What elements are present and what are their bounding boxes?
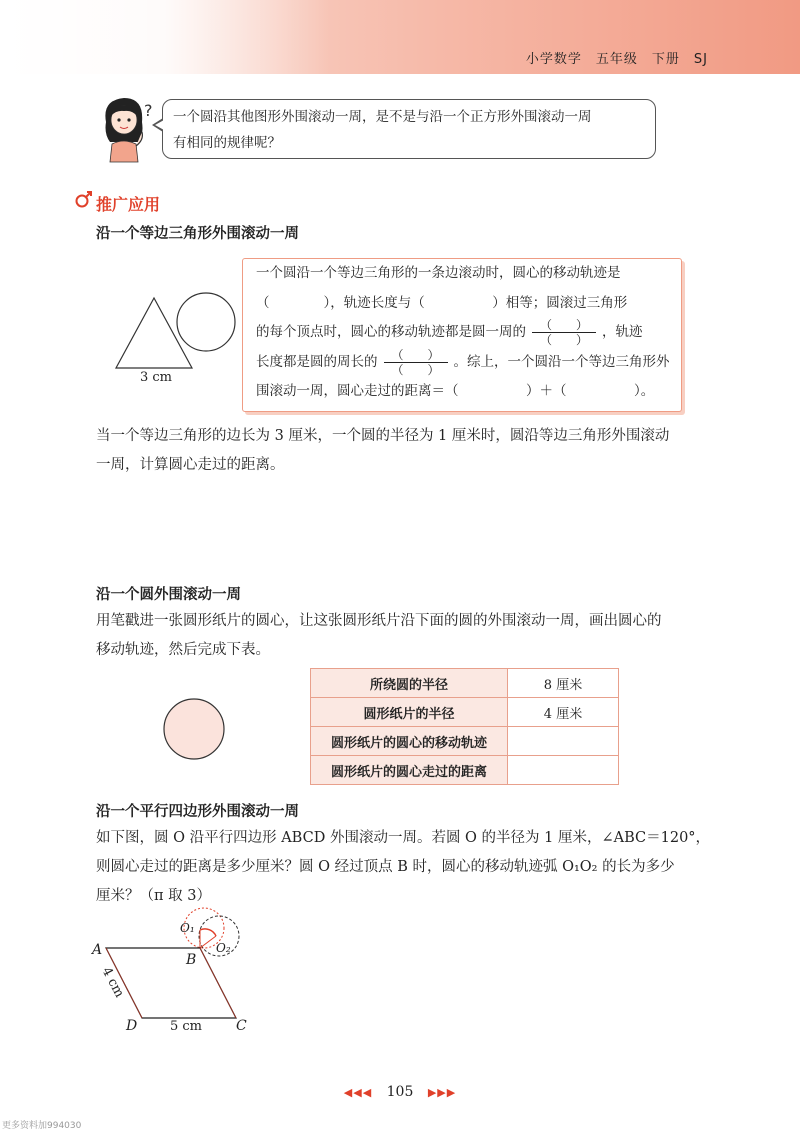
frame-line-4-tail: 。综上，一个圆沿一个等边三角形外 [453,353,670,370]
side-label-ad: 4 cm [98,964,127,1001]
bubble-line-2: 有相同的规律呢？ [173,135,281,151]
triangle-subtitle: 沿一个等边三角形外围滚动一周 [96,226,299,242]
table-row [311,727,619,756]
table-row [311,756,619,785]
frame-line-5: 围滚动一周，圆心走过的距离＝（ ）＋（ ）。 [256,383,655,399]
fraction-blank-2[interactable]: $\frac{( )}{( )}$ [384,348,448,377]
explanation-text [256,259,680,407]
bubble-line-1: 一个圆沿其他图形外围滚动一周，是不是与沿一个正方形外围滚动一周 [173,109,592,125]
frame-line-3 [256,318,680,348]
table-row [311,698,619,727]
page-footer [0,1084,800,1100]
table-value: 4 厘米 [508,698,619,727]
table-answer-cell[interactable] [508,727,619,756]
speech-bubble [162,99,656,159]
triangle-question-line-1: 当一个等边三角形的边长为 3 厘米，一个圆的半径为 1 厘米时，圆沿等边三角形外围滚动 [96,428,670,444]
side-label-dc: 5 cm [170,1019,203,1034]
circle-instructions-line-1: 用笔戳进一张圆形纸片的圆心，让这张圆形纸片沿下面的圆的外围滚动一周，画出圆心的 [96,613,662,629]
book-header: 小学数学 五年级 下册 SJ [525,52,708,67]
frame-line-4-text: 长度都是圆的周长的 [256,353,378,370]
base-circle-figure [160,695,230,765]
circle-instructions-line-2: 移动轨迹，然后完成下表。 [96,642,270,658]
triangle-circle-figure [110,288,240,388]
parallelogram-figure [86,906,266,1038]
table-row [311,669,619,698]
table-label: 圆形纸片的半径 [311,698,508,727]
frame-line-4 [256,348,680,378]
bubble-tail-inner [155,120,164,130]
table-value: 8 厘米 [508,669,619,698]
vertex-label-d: D [126,1018,138,1034]
parallelogram-edge-bc [200,948,236,1018]
triangle-question [96,422,669,480]
vertex-label-a: A [92,942,103,958]
center-label-o2: O₂ [216,941,231,955]
next-arrows-icon: ▶▶▶ [427,1086,457,1099]
watermark: 更多资料加994030 [2,1121,82,1131]
section-title: 推广应用 [96,195,161,214]
parallelogram-question [96,824,710,911]
frame-line-3-tail: ，轨迹 [602,324,643,340]
header-band-fade [0,0,330,74]
frame-line-3-text: 的每个顶点时，圆心的移动轨迹都是圆一周的 [256,324,526,340]
fraction-blank-1[interactable]: $\frac{( )}{( )}$ [532,318,596,347]
table-label: 圆形纸片的圆心走过的距离 [311,756,508,785]
triangle-question-line-2: 一周，计算圆心走过的距离。 [96,457,285,473]
rolling-circle-shape [177,293,235,351]
vertex-label-b: B [186,952,197,968]
frame-line-1: 一个圆沿一个等边三角形的一条边滚动时，圆心的移动轨迹是 [256,265,621,281]
page-number: 105 [386,1084,414,1100]
center-label-o1: O₁ [180,921,195,935]
svg-text:?: ? [144,101,153,120]
circle-subtitle: 沿一个圆外围滚动一周 [96,587,241,603]
table-label: 圆形纸片的圆心的移动轨迹 [311,727,508,756]
arc-o1-o2 [200,929,216,936]
frame-line-2: （ ），轨迹长度与（ ）相等；圆滚过三角形 [256,294,628,311]
parallelogram-shape [106,948,236,1018]
circle-instructions [96,607,662,665]
prev-arrows-icon: ◀◀◀ [343,1086,373,1099]
magnifier-icon [74,190,94,210]
parallelogram-question-line-1: 如下图，圆 O 沿平行四边形 ABCD 外围滚动一周。若圆 O 的半径为 1 厘米，∠ABC＝120°， [96,830,711,846]
parallelogram-question-line-2: 则圆心走过的距离是多少厘米？圆 O 经过顶点 B 时，圆心的移动轨迹弧 O₁O₂ 的长为多少 [96,859,675,875]
radius-line [200,936,216,948]
triangle-side-label: 3 cm [140,370,173,385]
parallelogram-question-line-3: 厘米？（π 取 3） [96,888,211,904]
circle-data-table [310,668,619,785]
table-answer-cell[interactable] [508,756,619,785]
parallelogram-subtitle: 沿一个平行四边形外围滚动一周 [96,804,299,820]
table-label: 所绕圆的半径 [311,669,508,698]
vertex-label-c: C [236,1018,247,1034]
